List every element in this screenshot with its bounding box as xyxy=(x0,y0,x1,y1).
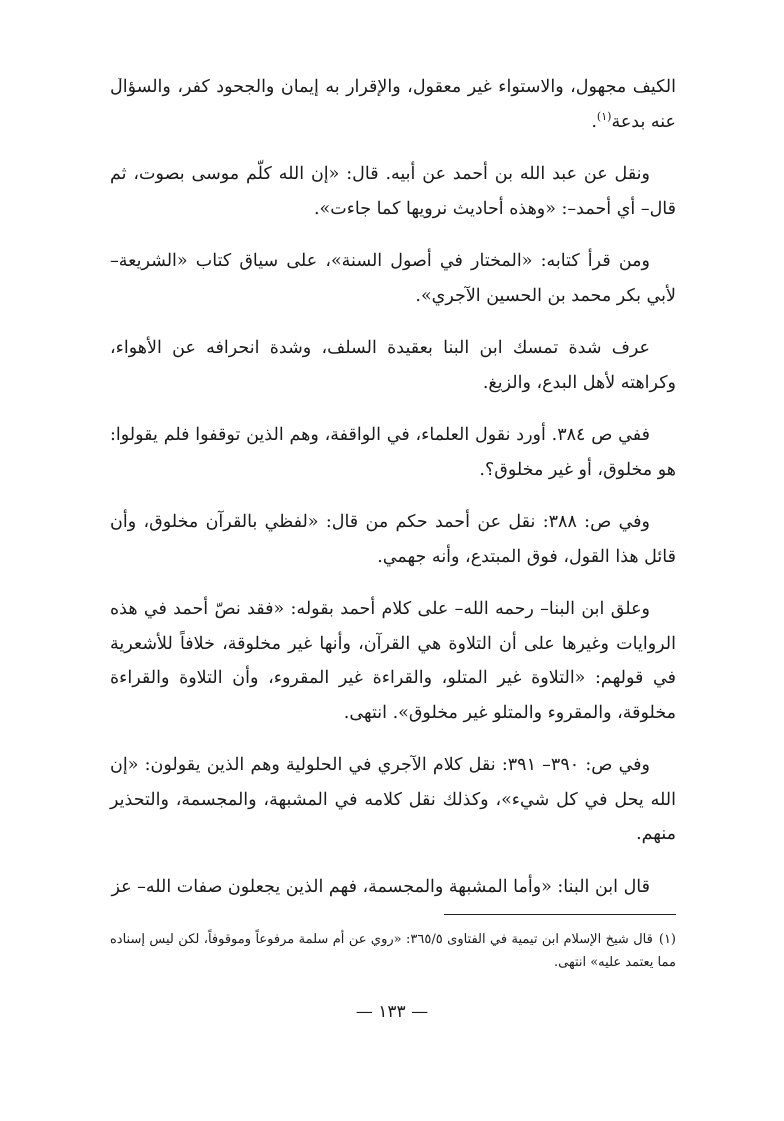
paragraph-text: الكيف مجهول، والاستواء غير معقول، والإقرار به إيمان والجحود كفر، والسؤال عنه بدعة xyxy=(110,77,676,132)
paragraph-end: . xyxy=(591,111,597,132)
footnote-text: قال شيخ الإسلام ابن تيمية في الفتاوى ٣٦٥/٥: «روي عن أم سلمة مرفوعاً وموقوفاً، لكن ليس إسناده مما يعتمد عليه» انتهى. xyxy=(110,932,676,970)
paragraph: وفي ص: ٣٨٨: نقل عن أحمد حكم من قال: «لفظي بالقرآن مخلوق، وأن قائل هذا القول، فوق المبتدع، وأنه جهمي. xyxy=(110,512,676,567)
footnote-marker: (١) xyxy=(658,932,676,947)
paragraph: ففي ص ٣٨٤. أورد نقول العلماء، في الواقفة، وهم الذين توقفوا فلم يقولوا: هو مخلوق، أو غير مخلوق؟. xyxy=(110,425,676,480)
paragraph: عرف شدة تمسك ابن البنا بعقيدة السلف، وشدة انحرافه عن الأهواء، وكراهته لأهل البدع، والزيغ. xyxy=(110,338,676,393)
main-text xyxy=(110,70,676,922)
page-number: — ١٣٣ — xyxy=(355,1002,429,1022)
paragraph: قال ابن البنا: «وأما المشبهة والمجسمة، فهم الذين يجعلون صفات الله– عز xyxy=(111,876,650,897)
footnote xyxy=(110,928,676,974)
paragraph: وعلق ابن البنا– رحمه الله– على كلام أحمد بقوله: «فقد نصّ أحمد في هذه الروايات وغيرها على أن التلاوة هي القرآن، وأنها غير مخلوقة، خلافاً للأشعرية في قولهم: «التلاوة غير المتلو، والقراءة غير المقروء، وأن التلاوة والقراءة مخلوقة، والمقروء والمتلو غير مخلوق». انتهى. xyxy=(110,599,676,723)
paragraph: ومن قرأ كتابه: «المختار في أصول السنة»، على سياق كتاب «الشريعة– لأبي بكر محمد بن الحسين الآجري». xyxy=(110,251,676,306)
paragraph: ونقل عن عبد الله بن أحمد عن أبيه. قال: «إن الله كلّم موسى بصوت، ثم قال– أي أحمد–: «وهذه أحاديث نرويها كما جاءت». xyxy=(110,164,676,219)
paragraph xyxy=(110,70,676,139)
footnote-reference: (١) xyxy=(596,109,612,123)
paragraph: وفي ص: ٣٩٠– ٣٩١: نقل كلام الآجري في الحلولية وهم الذين يقولون: «إن الله يحل في كل شيء»، وكذلك نقل كلامه في المشبهة، والمجسمة، والتحذير منهم. xyxy=(110,755,676,844)
footnote-divider xyxy=(444,914,676,915)
